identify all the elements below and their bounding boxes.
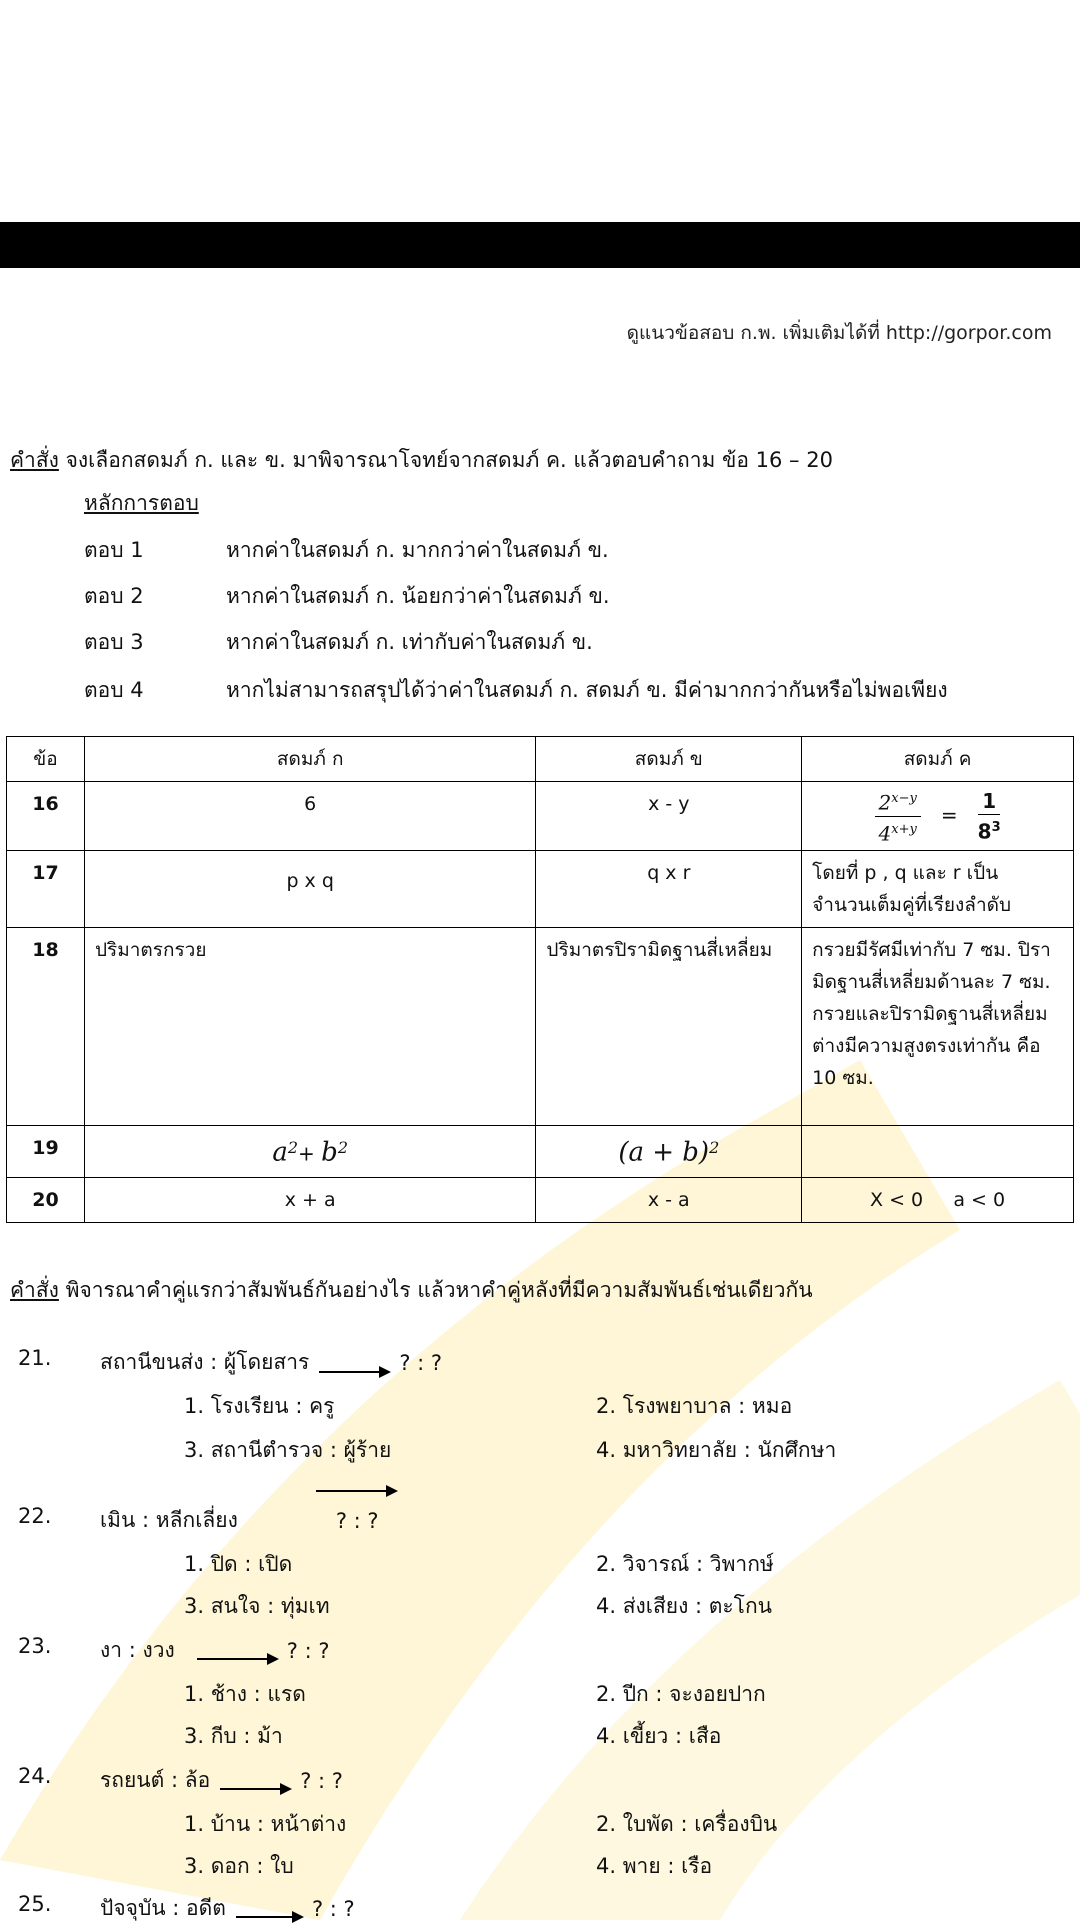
option[interactable]: 3. สถานีตำรวจ : ผู้ร้าย xyxy=(184,1438,392,1462)
rule-key: ตอบ 4 xyxy=(84,678,144,702)
option[interactable]: 1. โรงเรียน : ครู xyxy=(184,1394,335,1418)
instruction-text: จงเลือกสดมภ์ ก. และ ข. มาพิจารณาโจทย์จากสดมภ์ ค. แล้วตอบคำถาม ข้อ 16 – 20 xyxy=(58,448,833,472)
header-cell: สดมภ์ ก xyxy=(84,737,535,782)
option[interactable]: 2. ใบพัด : เครื่องบิน xyxy=(596,1812,778,1836)
rule-4 xyxy=(84,674,948,707)
option[interactable]: 1. ช้าง : แรด xyxy=(184,1682,306,1706)
principle-title: หลักการตอบ xyxy=(84,491,199,515)
option[interactable]: 3. กีบ : ม้า xyxy=(184,1724,283,1748)
question-stem xyxy=(100,1764,343,1797)
col-b-cell: q x r xyxy=(536,851,802,928)
rule-text: หากไม่สามารถสรุปได้ว่าค่าในสดมภ์ ก. สดมภ์ ข. มีค่ามากกว่ากันหรือไม่พอเพียง xyxy=(226,678,948,702)
option[interactable]: 2. วิจารณ์ : วิพากษ์ xyxy=(596,1552,774,1576)
option[interactable]: 4. ส่งเสียง : ตะโกน xyxy=(596,1594,773,1618)
table-row xyxy=(7,851,1074,928)
rule-text: หากค่าในสดมภ์ ก. เท่ากับค่าในสดมภ์ ข. xyxy=(226,630,593,654)
fraction-right: $\frac{1}{8^3}$ xyxy=(977,788,1001,844)
equals-sign: = xyxy=(940,802,958,827)
stem-text: รถยนต์ : ล้อ xyxy=(100,1768,211,1792)
question-number: 22. xyxy=(18,1504,52,1528)
col-a-cell: x + a xyxy=(84,1177,535,1222)
question-number: 24. xyxy=(18,1764,52,1788)
question-number: 25. xyxy=(18,1892,52,1916)
arrow-icon xyxy=(316,1490,396,1492)
col-a-cell: 6 xyxy=(84,782,535,851)
option[interactable]: 3. ดอก : ใบ xyxy=(184,1854,294,1878)
header-cell: สดมภ์ ค xyxy=(802,737,1074,782)
option[interactable]: 1. ปิด : เปิด xyxy=(184,1552,293,1576)
stem-tail: ? : ? xyxy=(300,1768,343,1793)
stem-tail: ? : ? xyxy=(399,1350,443,1375)
rule-3 xyxy=(84,626,593,659)
stem-text: ปัจจุบัน : อดีต xyxy=(100,1896,226,1920)
row-number: 17 xyxy=(7,851,85,928)
col-b-cell: x - a xyxy=(536,1177,802,1222)
question-number: 23. xyxy=(18,1634,52,1658)
table-row xyxy=(7,782,1074,851)
option[interactable]: 1. บ้าน : หน้าต่าง xyxy=(184,1812,347,1836)
col-c-cell: โดยที่ p , q และ r เป็นจำนวนเต็มคู่ที่เรียงลำดับ xyxy=(802,851,1074,928)
stem-text: สถานีขนส่ง : ผู้โดยสาร xyxy=(100,1350,310,1374)
stem-tail: ? : ? xyxy=(335,1508,379,1533)
col-b-cell: $(a + b)^2$ xyxy=(536,1126,802,1177)
row-number: 16 xyxy=(7,782,85,851)
row-number: 20 xyxy=(7,1177,85,1222)
instruction-label: คำสั่ง xyxy=(10,1278,59,1302)
rule-key: ตอบ 3 xyxy=(84,630,144,654)
col-b-cell: x - y xyxy=(536,782,802,851)
question-stem xyxy=(100,1892,355,1925)
col-c-cell xyxy=(802,782,1074,851)
col-c-cell xyxy=(802,1126,1074,1177)
arrow-icon xyxy=(319,1371,389,1373)
instruction-1 xyxy=(10,444,833,477)
instruction-label: คำสั่ง xyxy=(10,448,59,472)
option[interactable]: 4. เขี้ยว : เสือ xyxy=(596,1724,722,1748)
header-cell: ข้อ xyxy=(7,737,85,782)
rule-key: ตอบ 1 xyxy=(84,538,144,562)
instruction-2 xyxy=(10,1274,813,1307)
arrow-icon xyxy=(220,1788,290,1790)
rule-2 xyxy=(84,580,610,613)
arrow-icon xyxy=(236,1916,302,1918)
question-stem xyxy=(100,1346,442,1379)
row-number: 19 xyxy=(7,1126,85,1177)
rule-1 xyxy=(84,534,609,567)
table-row xyxy=(7,1177,1074,1222)
table-row xyxy=(7,928,1074,1126)
col-a-cell: ปริมาตรกรวย xyxy=(84,928,535,1126)
option[interactable]: 2. โรงพยาบาล : หมอ xyxy=(596,1394,793,1418)
header-cell: สดมภ์ ข xyxy=(536,737,802,782)
stem-text: เมิน : หลีกเลี่ยง xyxy=(100,1508,238,1532)
col-a-cell: $a^2+ b^2$ xyxy=(84,1126,535,1177)
question-number: 21. xyxy=(18,1346,52,1370)
col-c-cell: X < 0 a < 0 xyxy=(802,1177,1074,1222)
header-link: ดูแนวข้อสอบ ก.พ. เพิ่มเติมได้ที่ http://gorpor.com xyxy=(626,322,1052,344)
option[interactable]: 3. สนใจ : ทุ่มเท xyxy=(184,1594,330,1618)
rule-text: หากค่าในสดมภ์ ก. มากกว่าค่าในสดมภ์ ข. xyxy=(226,538,609,562)
question-stem xyxy=(100,1634,330,1667)
rule-key: ตอบ 2 xyxy=(84,584,144,608)
question-table xyxy=(6,736,1074,1223)
stem-tail: ? : ? xyxy=(311,1896,355,1921)
option[interactable]: 4. มหาวิทยาลัย : นักศึกษา xyxy=(596,1438,837,1462)
fraction-left: $\frac{2^{x-y}}{4^{x+y}}$ xyxy=(875,786,921,846)
instruction-text: พิจารณาคำคู่แรกว่าสัมพันธ์กันอย่างไร แล้วหาคำคู่หลังที่มีความสัมพันธ์เช่นเดียวกัน xyxy=(58,1278,813,1302)
col-c-cell: กรวยมีรัศมีเท่ากับ 7 ซม. ปิรามิดฐานสี่เหลี่ยมด้านละ 7 ซม. กรวยและปิรามิดฐานสี่เหลี่ยมต่างมีความสูงตรงเท่ากัน คือ 10 ซม. xyxy=(802,928,1074,1126)
option[interactable]: 4. พาย : เรือ xyxy=(596,1854,713,1878)
stem-tail: ? : ? xyxy=(286,1638,330,1663)
rule-text: หากค่าในสดมภ์ ก. น้อยกว่าค่าในสดมภ์ ข. xyxy=(226,584,610,608)
top-black-bar xyxy=(0,222,1080,268)
stem-text: งา : งวง xyxy=(100,1638,175,1662)
option[interactable]: 2. ปีก : จะงอยปาก xyxy=(596,1682,766,1706)
table-row xyxy=(7,1126,1074,1177)
col-a-cell: p x q xyxy=(84,851,535,928)
arrow-icon xyxy=(197,1658,277,1660)
question-stem xyxy=(100,1504,379,1537)
table-header-row xyxy=(7,737,1074,782)
row-number: 18 xyxy=(7,928,85,1126)
col-b-cell: ปริมาตรปิรามิดฐานสี่เหลี่ยม xyxy=(536,928,802,1126)
